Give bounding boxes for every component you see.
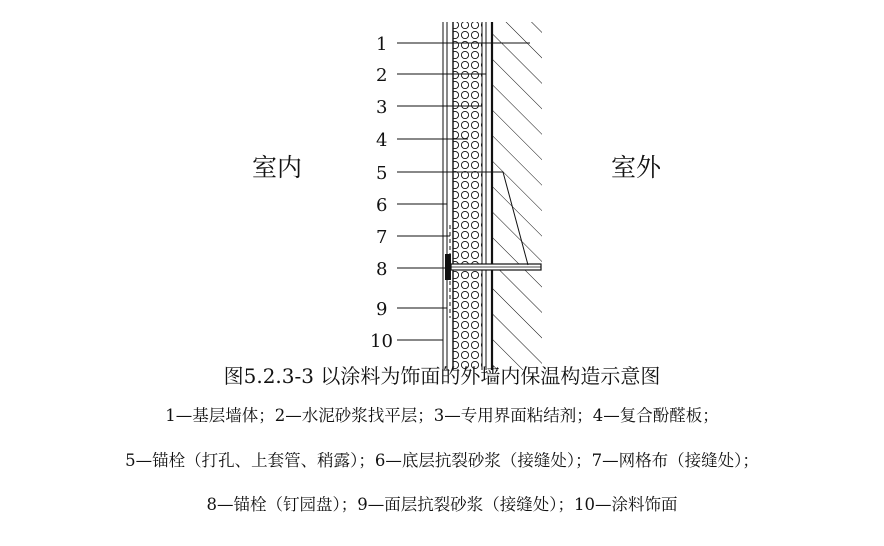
indoor-label: 室内 [252, 153, 303, 182]
legend-line-1: 1—基层墙体；2—水泥砂浆找平层；3—专用界面粘结剂；4—复合酚醛板； [165, 406, 719, 425]
layer-number-7: 7 [376, 227, 388, 248]
figure-title: 图5.2.3-3 以涂料为饰面的外墙内保温构造示意图 [223, 364, 661, 388]
base-wall-hatch [492, 22, 542, 370]
layer-number-1: 1 [376, 34, 388, 55]
layer-number-5: 5 [376, 163, 388, 184]
layer-number-10: 10 [370, 331, 393, 352]
layer-number-4: 4 [376, 130, 388, 151]
layer-number-6: 6 [376, 195, 388, 216]
layer-number-2: 2 [376, 65, 388, 86]
layer-number-8: 8 [376, 259, 388, 280]
outdoor-label: 室外 [611, 153, 662, 182]
anchor-disk [445, 254, 451, 280]
layer-number-9: 9 [376, 299, 388, 320]
layer-number-3: 3 [376, 97, 388, 118]
legend-line-2: 5—锚栓（打孔、上套管、稍露）；6—底层抗裂砂浆（接缝处）；7—网格布（接缝处）； [125, 451, 759, 470]
legend-line-3: 8—锚栓（钉园盘）；9—面层抗裂砂浆（接缝处）；10—涂料饰面 [206, 495, 678, 514]
